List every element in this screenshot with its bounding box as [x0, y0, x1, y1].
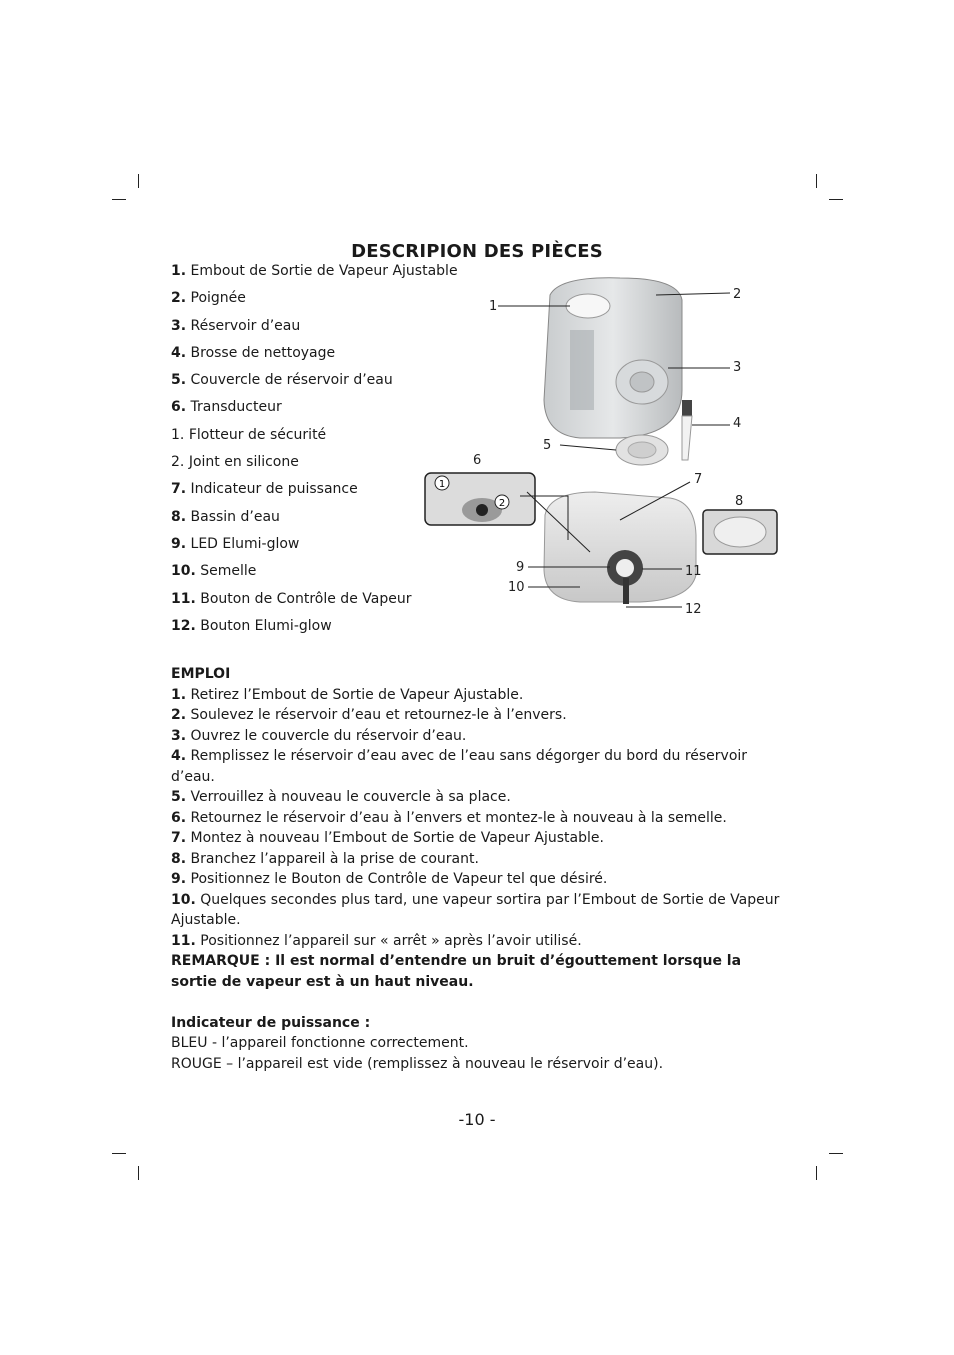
part-item — [171, 425, 458, 452]
part-item — [171, 316, 458, 343]
part-number: 11. — [171, 590, 196, 607]
humidifier-diagram — [420, 270, 790, 620]
crop-mark — [112, 199, 126, 200]
cover-cap-center — [628, 442, 656, 458]
parts-list — [171, 261, 458, 643]
crop-mark — [816, 1166, 817, 1180]
callout-3: 3 — [733, 360, 742, 375]
part-item — [171, 261, 458, 288]
part-item — [171, 288, 458, 315]
usage-step: 10. Quelques secondes plus tard, une vapeur sortira par l’Embout de Sortie de Vapeur Ajustable. — [171, 891, 780, 928]
crop-mark — [112, 1153, 126, 1154]
indicator-heading: Indicateur de puissance : — [171, 1014, 371, 1031]
part-label: Embout de Sortie de Vapeur Ajustable — [190, 263, 458, 279]
humidifier-base — [544, 492, 696, 602]
part-item — [171, 343, 458, 370]
part-label: LED Elumi-glow — [190, 535, 300, 552]
part-number: 4. — [171, 344, 187, 361]
inset-label-2: 2 — [498, 498, 506, 509]
callout-1: 1 — [489, 299, 498, 314]
usage-step: 5. Verrouillez à nouveau le couvercle à sa place. — [171, 789, 511, 805]
part-number: 1. — [171, 426, 185, 443]
part-label: Brosse de nettoyage — [190, 344, 336, 361]
part-item — [171, 452, 458, 479]
crop-mark — [138, 1166, 139, 1180]
part-label: Réservoir d’eau — [190, 317, 301, 334]
usage-step: 6. Retournez le réservoir d’eau à l’envers et montez-le à nouveau à la semelle. — [171, 809, 727, 826]
part-number: 10. — [171, 563, 196, 580]
elumi-glow-button — [623, 578, 629, 604]
part-number: 7. — [171, 481, 187, 498]
part-item — [171, 397, 458, 424]
transducer-center — [476, 504, 488, 516]
part-label: Indicateur de puissance — [190, 481, 358, 498]
crop-mark — [138, 174, 139, 188]
callout-4: 4 — [733, 416, 742, 431]
callout-11: 11 — [685, 564, 702, 579]
tank-pipe — [570, 330, 594, 410]
part-label: Bouton de Contrôle de Vapeur — [200, 590, 412, 607]
water-tank — [544, 278, 682, 438]
part-item — [171, 561, 458, 588]
part-label: Couvercle de réservoir d’eau — [190, 372, 393, 389]
callout-6: 6 — [473, 453, 482, 468]
part-number: 5. — [171, 372, 187, 389]
callout-7: 7 — [694, 472, 703, 487]
callout-12: 12 — [685, 602, 702, 617]
part-number: 2. — [171, 290, 187, 307]
part-label: Transducteur — [190, 399, 282, 416]
part-number: 12. — [171, 617, 196, 634]
inset-label-1: 1 — [438, 479, 446, 490]
crop-mark — [829, 199, 843, 200]
part-number: 9. — [171, 535, 187, 552]
part-number: 6. — [171, 399, 187, 416]
steam-nozzle — [566, 294, 610, 318]
brush-bristles — [682, 400, 692, 416]
usage-step: 2. Soulevez le réservoir d’eau et retournez-le à l’envers. — [171, 707, 567, 723]
indicator-line: BLEU - l’appareil fonctionne correctement. — [171, 1035, 469, 1051]
usage-step: 11. Positionnez l’appareil sur « arrêt » après l’avoir utilisé. — [171, 932, 582, 949]
part-item — [171, 370, 458, 397]
part-item — [171, 589, 458, 616]
leader-line — [560, 445, 616, 450]
usage-step: 9. Positionnez le Bouton de Contrôle de Vapeur tel que désiré. — [171, 871, 608, 887]
usage-step: 8. Branchez l’appareil à la prise de courant. — [171, 850, 479, 867]
page-number: -10 - — [458, 1110, 496, 1129]
usage-step: 3. Ouvrez le couvercle du réservoir d’eau. — [171, 727, 467, 744]
part-item — [171, 479, 458, 506]
part-item — [171, 534, 458, 561]
part-label: Semelle — [200, 563, 257, 580]
part-number: 2. — [171, 454, 185, 471]
mist-knob-center — [616, 559, 634, 577]
callout-10: 10 — [508, 580, 525, 595]
part-item — [171, 507, 458, 534]
indicator-line: ROUGE – l’appareil est vide (remplissez à nouveau le réservoir d’eau). — [171, 1055, 664, 1072]
brush-handle — [682, 416, 692, 460]
part-label: Bassin d’eau — [190, 508, 280, 525]
usage-step: 4. Remplissez le réservoir d’eau avec de l’eau sans dégorger du bord du réservoir d’eau. — [171, 748, 748, 785]
basin-inner — [714, 517, 766, 547]
part-number: 3. — [171, 317, 187, 334]
part-item — [171, 616, 458, 643]
crop-mark — [816, 174, 817, 188]
usage-step: 7. Montez à nouveau l’Embout de Sortie de Vapeur Ajustable. — [171, 830, 604, 846]
tank-cap-center — [630, 372, 654, 392]
callout-2: 2 — [733, 287, 742, 302]
part-label: Poignée — [190, 290, 246, 307]
part-number: 8. — [171, 508, 187, 525]
usage-section — [171, 664, 791, 1074]
callout-9: 9 — [516, 560, 525, 575]
page-title: DESCRIPION DES PIÈCES — [351, 241, 603, 263]
usage-note: REMARQUE : Il est normal d’entendre un bruit d’égouttement lorsque la sortie de vapeur est à un haut niveau. — [171, 953, 742, 990]
part-number: 1. — [171, 263, 187, 279]
usage-heading: EMPLOI — [171, 666, 231, 682]
part-label: Bouton Elumi-glow — [200, 617, 332, 634]
usage-step: 1. Retirez l’Embout de Sortie de Vapeur Ajustable. — [171, 686, 524, 703]
crop-mark — [829, 1153, 843, 1154]
part-label: Flotteur de sécurité — [188, 426, 327, 443]
callout-8: 8 — [735, 494, 744, 509]
part-label: Joint en silicone — [188, 454, 299, 471]
callout-5: 5 — [543, 438, 552, 453]
